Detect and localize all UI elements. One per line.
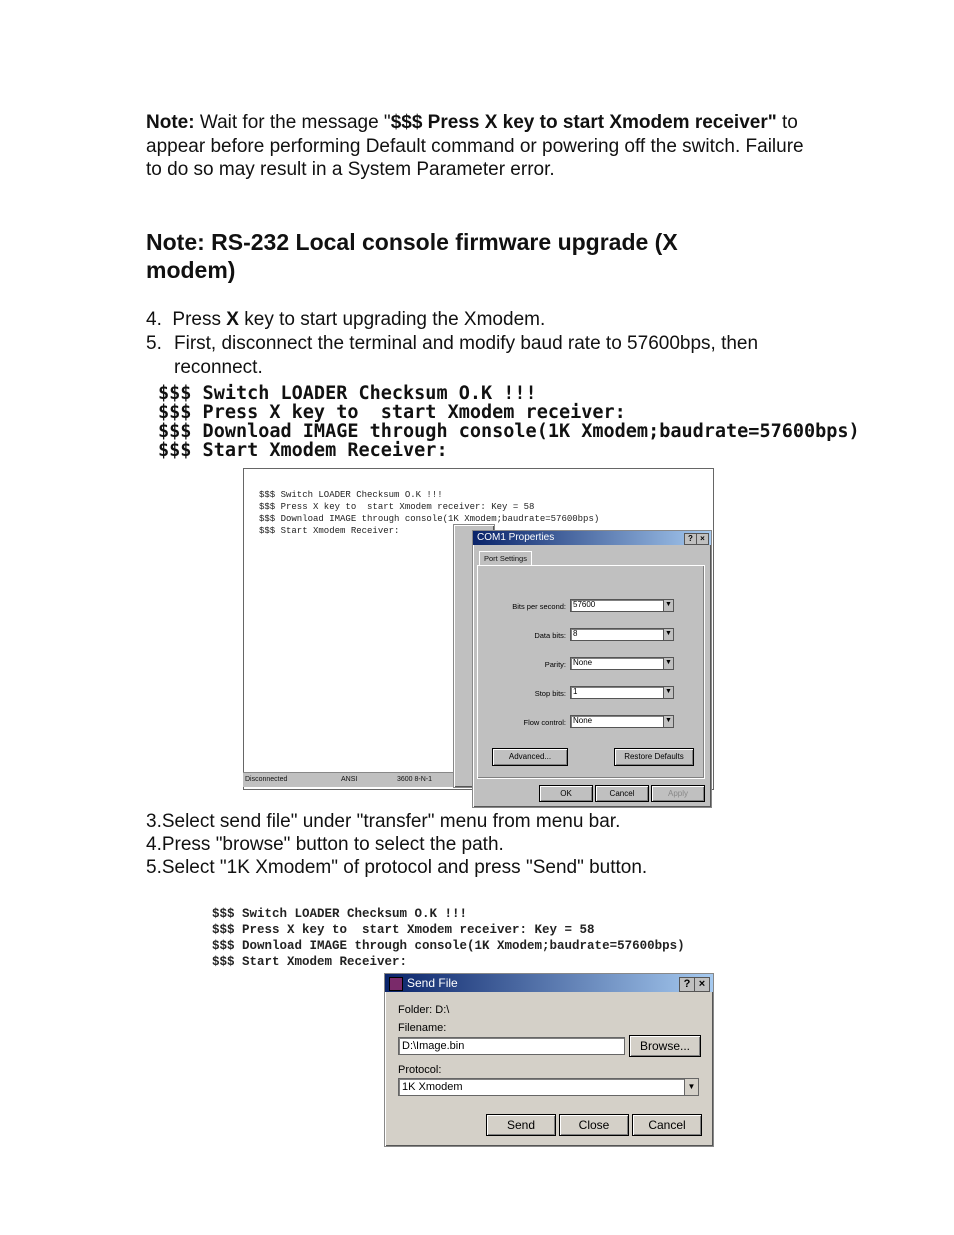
parity-label: Parity: <box>544 660 566 669</box>
chevron-down-icon[interactable]: ▼ <box>663 658 673 669</box>
chevron-down-icon[interactable]: ▼ <box>663 600 673 611</box>
step-4-press-browse: 4.Press "browse" button to select the path. <box>146 834 504 855</box>
console-output-medium: $$$ Switch LOADER Checksum O.K !!! $$$ Press X key to start Xmodem receiver: Key = 58 $$$ Download IMAGE through console(1K Xmodem;baudrate=57600bps) $$$ Start Xmodem Receiver: <box>212 907 685 969</box>
note-text-b: to appear before performing Default command or powering off the switch. Failure to do so may result in a System Parameter error. <box>146 112 804 180</box>
chevron-down-icon[interactable]: ▼ <box>684 1079 698 1095</box>
filename-input[interactable]: D:\Image.bin <box>398 1037 625 1055</box>
chevron-down-icon[interactable]: ▼ <box>663 716 673 727</box>
chevron-down-icon[interactable]: ▼ <box>663 687 673 698</box>
console-output-large: $$$ Switch LOADER Checksum O.K !!! $$$ Press X key to start Xmodem receiver: $$$ Download IMAGE through console(1K Xmodem;baudrate=57600bps) $$$ Start Xmodem Receiver: <box>158 383 860 461</box>
advanced-button[interactable]: Advanced... <box>492 748 568 766</box>
tab-port-settings[interactable]: Port Settings <box>479 551 532 566</box>
step-4: 4. Press X key to start upgrading the Xmodem. <box>146 309 546 330</box>
bits-per-second-label: Bits per second: <box>512 602 566 611</box>
tab-panel <box>477 565 705 779</box>
bits-per-second-select[interactable]: 57600 ▼ <box>570 599 674 612</box>
filename-label: Filename: <box>398 1022 447 1034</box>
close-icon[interactable]: × <box>696 533 709 545</box>
app-icon <box>389 977 403 991</box>
flow-control-label: Flow control: <box>523 718 566 727</box>
send-file-dialog <box>384 973 714 1147</box>
ok-button[interactable]: OK <box>539 785 593 802</box>
stop-bits-select[interactable]: 1 ▼ <box>570 686 674 699</box>
cancel-button[interactable]: Cancel <box>632 1114 702 1136</box>
note-paragraph <box>146 111 806 182</box>
cancel-button[interactable]: Cancel <box>595 785 649 802</box>
send-file-title-bar: Send File <box>385 974 713 992</box>
data-bits-select[interactable]: 8 ▼ <box>570 628 674 641</box>
close-icon[interactable]: × <box>694 977 710 992</box>
step-5: 5. First, disconnect the terminal and modify baud rate to 57600bps, then reconnect. <box>146 333 759 378</box>
flow-control-select[interactable]: None ▼ <box>570 715 674 728</box>
note-bold-message: $$$ Press X key to start Xmodem receiver" <box>390 112 777 133</box>
stop-bits-label: Stop bits: <box>534 689 566 698</box>
terminal-status-bar: Disconnected ANSI 3600 8-N-1 <box>243 772 471 787</box>
step-3-select-send-file: 3.Select send file" under "transfer" menu from menu bar. <box>146 811 621 832</box>
data-bits-label: Data bits: <box>534 631 566 640</box>
com1-title-bar: COM1 Properties <box>473 531 711 545</box>
browse-button[interactable]: Browse... <box>629 1035 701 1057</box>
terminal-screenshot <box>243 468 712 808</box>
protocol-label: Protocol: <box>398 1064 442 1076</box>
step-5-select-protocol: 5.Select "1K Xmodem" of protocol and press "Send" button. <box>146 857 648 878</box>
help-icon[interactable]: ? <box>679 977 695 992</box>
send-button[interactable]: Send <box>486 1114 556 1136</box>
folder-label: Folder: D:\ <box>398 1004 450 1016</box>
parity-select[interactable]: None ▼ <box>570 657 674 670</box>
note-label: Note: <box>146 112 195 133</box>
apply-button[interactable]: Apply <box>651 785 705 802</box>
help-icon[interactable]: ? <box>684 533 697 545</box>
com1-properties-dialog <box>472 530 712 808</box>
terminal-window: $$$ Switch LOADER Checksum O.K !!! $$$ Press X key to start Xmodem receiver: Key = 58 $$$ Download IMAGE through console(1K Xmodem;baudrate=57600bps) $$$ Start Xmodem Receiver: <box>243 468 714 790</box>
section-heading: Note: RS-232 Local console firmware upgrade (X modem) <box>146 229 678 283</box>
restore-defaults-button[interactable]: Restore Defaults <box>614 748 694 766</box>
close-button[interactable]: Close <box>559 1114 629 1136</box>
note-text-a: Wait for the message " <box>194 112 391 133</box>
protocol-select[interactable]: 1K Xmodem ▼ <box>398 1078 699 1096</box>
chevron-down-icon[interactable]: ▼ <box>663 629 673 640</box>
